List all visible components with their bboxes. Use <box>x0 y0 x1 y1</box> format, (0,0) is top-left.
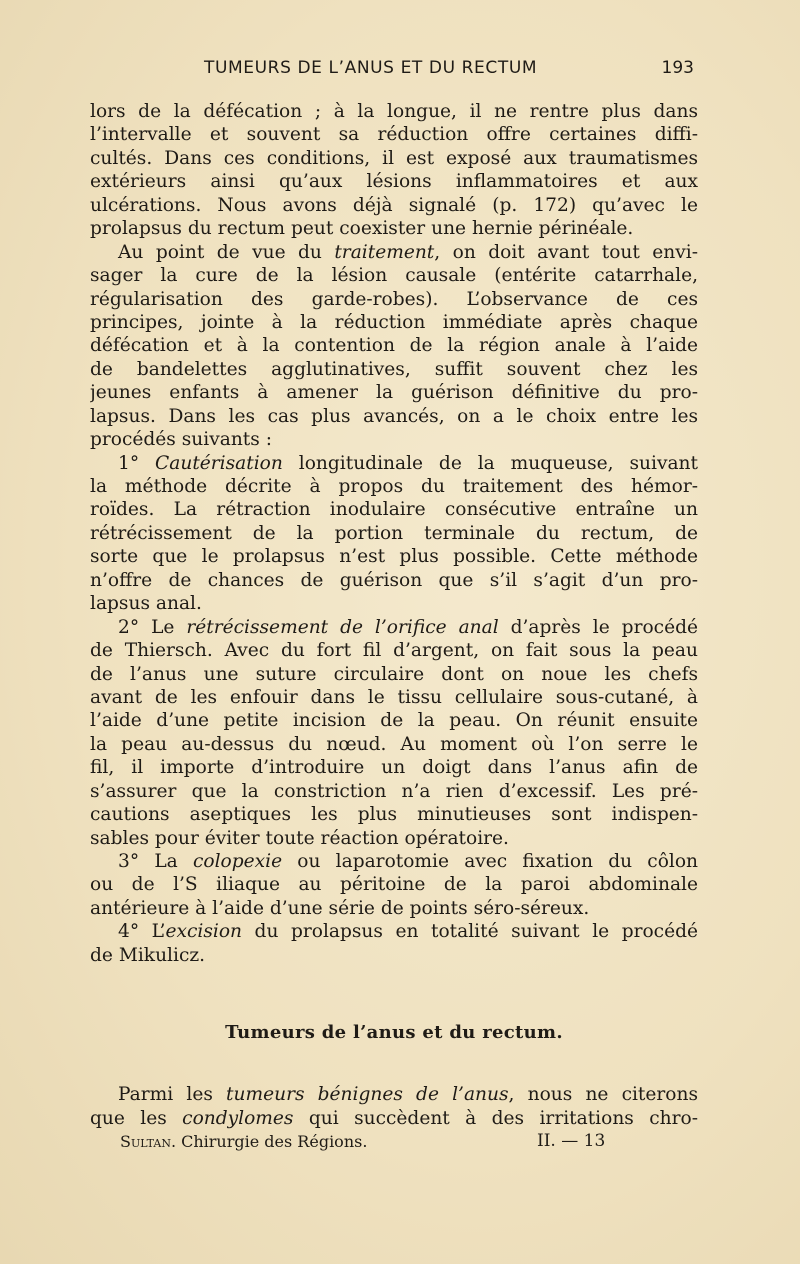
footer-signature: II. — 13 <box>537 1131 606 1152</box>
text-line <box>90 1083 698 1106</box>
text-run: lapsus. Dans les cas plus avancés, on a le choix entre les <box>90 405 698 427</box>
text-line <box>90 733 698 756</box>
final-paragraph-lines <box>90 1083 698 1130</box>
italic-text: excision <box>165 921 242 943</box>
text-line <box>90 803 698 826</box>
section-gap-after <box>90 1061 698 1083</box>
text-line <box>90 334 698 357</box>
text-run: 3° La <box>118 851 193 872</box>
text-line <box>90 170 698 193</box>
body-text <box>90 100 698 1153</box>
text-run: principes, jointe à la réduction immédiate après chaque <box>90 311 698 333</box>
text-line <box>90 498 698 521</box>
footer-source <box>120 1130 367 1153</box>
text-run: ou de l’S iliaque au péritoine de la paroi abdominale <box>90 874 698 896</box>
text-run: 2° Le <box>118 616 187 638</box>
text-line <box>90 311 698 334</box>
text-run: , on doit avant tout envi- <box>434 241 698 263</box>
text-line <box>90 616 698 639</box>
text-line <box>90 264 698 287</box>
text-run: sager la cure de la lésion causale (entérite catarrhale, <box>90 265 698 287</box>
text-line <box>90 522 698 545</box>
page-number: 193 <box>661 58 694 78</box>
italic-text: rétrécissement de l’orifice anal <box>186 616 499 638</box>
text-line <box>90 288 698 311</box>
text-run: de l’anus une suture circulaire dont on noue les chefs <box>90 663 698 685</box>
text-run: prolapsus du rectum peut coexister une hernie périnéale. <box>90 218 634 240</box>
text-run: fil, il importe d’introduire un doigt dans l’anus afin de <box>90 757 698 779</box>
text-run: régularisation des garde-robes). L’observance de ces <box>90 288 698 310</box>
text-line <box>90 686 698 709</box>
page-footer <box>90 1130 698 1153</box>
text-run: , nous ne citerons <box>508 1084 698 1106</box>
text-line <box>90 639 698 662</box>
text-line <box>90 100 698 123</box>
text-line <box>90 1107 698 1130</box>
paragraph-lines <box>90 100 698 967</box>
text-run: de Thiersch. Avec du fort fil d’argent, on fait sous la peau <box>90 640 698 662</box>
text-line <box>90 756 698 779</box>
text-run: roïdes. La rétraction inodulaire consécutive entraîne un <box>90 499 698 521</box>
text-run: avant de les enfouir dans le tissu cellulaire sous-cutané, à <box>90 686 698 708</box>
text-run: jeunes enfants à amener la guérison définitive du pro- <box>90 382 698 404</box>
italic-text: condylomes <box>182 1107 294 1129</box>
text-run: défécation et à la contention de la région anale à l’aide <box>90 335 698 357</box>
text-run: de Mikulicz. <box>90 944 206 966</box>
text-line <box>90 452 698 475</box>
text-run: du prolapsus en totalité suivant le procédé <box>242 921 698 943</box>
running-head: TUMEURS DE L’ANUS ET DU RECTUM <box>204 58 538 78</box>
text-run: rétrécissement de la portion terminale du rectum, de <box>90 522 698 544</box>
text-line <box>90 897 698 920</box>
text-run: cautions aseptiques les plus minutieuses sont indispen- <box>90 804 698 826</box>
text-run: de bandelettes agglutinatives, suffit souvent chez les <box>90 358 698 380</box>
text-line <box>90 147 698 170</box>
text-line <box>90 780 698 803</box>
page-header <box>90 58 698 84</box>
italic-text: Cautérisation <box>155 452 283 474</box>
text-line <box>90 358 698 381</box>
text-run: 4° L’ <box>118 921 166 943</box>
text-run: s’assurer que la constriction n’a rien d’excessif. Les pré- <box>90 780 698 802</box>
text-line <box>90 545 698 568</box>
text-run: procédés suivants : <box>90 429 272 451</box>
text-line <box>90 827 698 850</box>
text-line <box>90 381 698 404</box>
text-run: cultés. Dans ces conditions, il est exposé aux traumatismes <box>90 147 698 169</box>
text-run: 1° <box>118 452 156 474</box>
text-line <box>90 405 698 428</box>
text-run: extérieurs ainsi qu’aux lésions inflammatoires et aux <box>90 171 698 193</box>
text-line <box>90 123 698 146</box>
text-run: antérieure à l’aide d’une série de points séro-séreux. <box>90 897 590 919</box>
text-line <box>90 592 698 615</box>
text-line <box>90 944 698 967</box>
text-line <box>90 428 698 451</box>
text-run: lors de la défécation ; à la longue, il ne rentre plus dans <box>90 101 698 122</box>
text-run: qui succèdent à des irritations chro- <box>293 1107 698 1129</box>
section-gap <box>90 967 698 1005</box>
text-line <box>90 709 698 732</box>
text-run: ulcérations. Nous avons déjà signalé (p. 172) qu’avec le <box>90 194 698 216</box>
text-line <box>90 569 698 592</box>
text-line <box>90 241 698 264</box>
text-run: l’intervalle et souvent sa réduction offre certaines diffi- <box>90 124 698 146</box>
italic-text: colopexie <box>192 851 283 872</box>
text-line <box>90 920 698 943</box>
text-run: que les <box>90 1107 183 1129</box>
text-run: la méthode décrite à propos du traitement des hémor- <box>90 476 698 497</box>
text-run: n’offre de chances de guérison que s’il s’agit d’un pro- <box>90 569 698 591</box>
text-line <box>90 850 698 873</box>
italic-text: tumeurs bénignes de l’anus <box>226 1084 509 1106</box>
text-run: Au point de vue du <box>118 241 335 263</box>
text-line <box>90 217 698 240</box>
footer-author: Sultan. <box>120 1132 177 1152</box>
section-title: Tumeurs de l’anus et du rectum. <box>225 1022 563 1044</box>
text-line <box>90 873 698 896</box>
text-run: l’aide d’une petite incision de la peau. On réunit ensuite <box>90 710 698 732</box>
text-line <box>90 194 698 217</box>
text-line <box>90 475 698 498</box>
text-run: Parmi les <box>118 1084 227 1106</box>
text-run: la peau au-dessus du nœud. Au moment où l’on serre le <box>90 733 698 755</box>
text-run: sorte que le prolapsus n’est plus possible. Cette méthode <box>90 546 698 568</box>
text-run: sables pour éviter toute réaction opératoire. <box>90 827 509 849</box>
italic-text: traitement <box>334 241 435 263</box>
text-run: ou laparotomie avec fixation du côlon <box>282 851 698 872</box>
text-run: d’après le procédé <box>498 616 698 638</box>
footer-title: Chirurgie des Régions. <box>176 1132 368 1152</box>
text-run: longitudinale de la muqueuse, suivant <box>282 452 698 474</box>
text-run: lapsus anal. <box>90 593 202 615</box>
text-line <box>90 663 698 686</box>
